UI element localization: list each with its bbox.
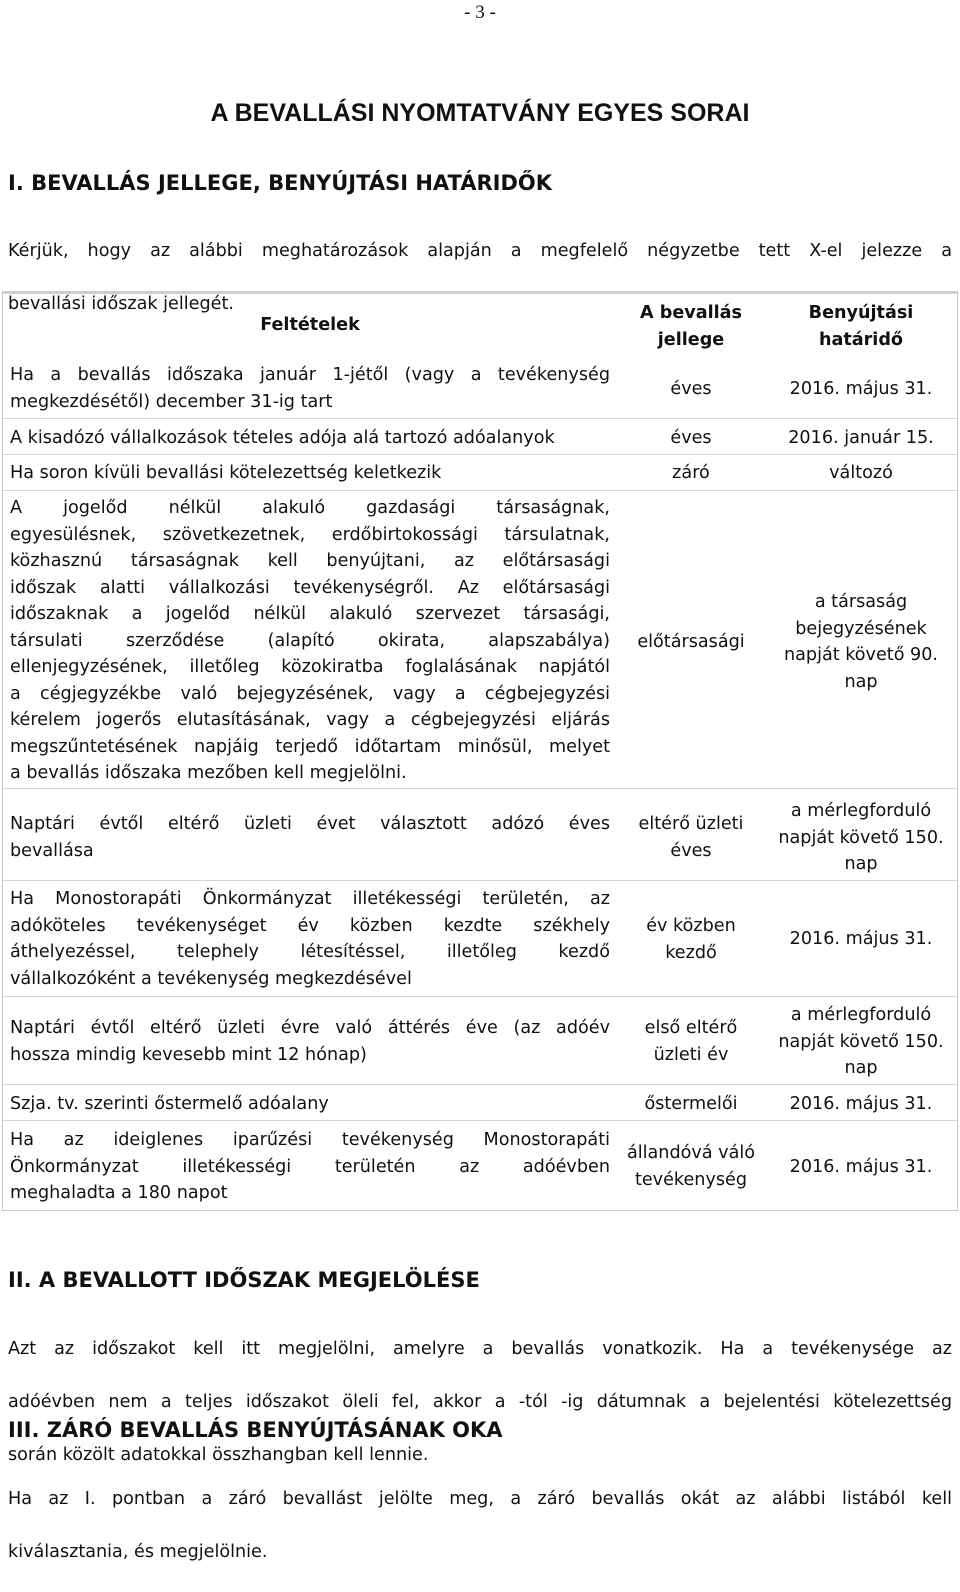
page-title: A BEVALLÁSI NYOMTATVÁNY EGYES SORAI <box>210 99 750 127</box>
row-3-line-8: a cégjegyzékbe való bejegyzésének, vagy a cégbejegyzési <box>10 683 610 704</box>
row-5-type <box>623 913 759 966</box>
row-8-condition <box>10 1127 610 1207</box>
intro-line-1: Kérjük, hogy az alábbi meghatározások alapján a megfelelő négyzetbe tett X-el jelezze a <box>8 240 952 261</box>
row-divider <box>3 996 957 997</box>
row-1-type: éves <box>670 428 712 448</box>
row-1-condition: A kisadózó vállalkozások tételes adója alá tartozó adóalanyok <box>10 428 555 448</box>
section-1-title: I. BEVALLÁS JELLEGE, BENYÚJTÁSI HATÁRIDŐK <box>8 171 553 195</box>
row-5-line-2: adóköteles tevékenységet év közben kezdte székhely <box>10 915 610 936</box>
section-3-text <box>8 1459 952 1592</box>
row-3-line-4: időszak alatti vállalkozási tevékenységről. Az előtársasági <box>10 577 610 598</box>
row-3-condition <box>10 495 610 787</box>
row-5-line-1: Ha Monostorapáti Önkormányzat illetékességi területén, az <box>10 889 610 909</box>
section-2-line-3: során közölt adatokkal összhangban kell lennie. <box>8 1444 429 1465</box>
row-0-deadline: 2016. május 31. <box>789 379 933 399</box>
row-4-deadline-line-3: nap <box>844 854 878 874</box>
row-5-type-line-1: év közben <box>646 916 736 936</box>
row-3-line-11: a bevallás időszaka mezőben kell megjelölni. <box>10 763 407 783</box>
row-3-line-10: megszűntetésének napjáig terjedő időtartam minősül, melyet <box>10 736 610 757</box>
row-3-deadline-line-3: napját követő 90. <box>783 645 939 665</box>
row-5-line-3: áthelyezéssel, telephely létesítéssel, illetőleg kezdő <box>10 942 610 962</box>
row-3-line-2: egyesülésnek, szövetkezetnek, erdőbirtokossági társulatnak, <box>10 524 610 545</box>
row-3-line-9: kérelem jogerős elutasításának, vagy a cégbejegyzési eljárás <box>10 710 610 730</box>
deadline-table <box>2 291 958 1211</box>
row-3-deadline-line-4: nap <box>844 671 878 692</box>
row-6-type-line-1: első eltérő <box>644 1018 738 1038</box>
row-3-line-7: ellenjegyzésének, illetőleg közokiratba foglalásának napjától <box>10 657 610 677</box>
row-8-type <box>623 1140 759 1193</box>
row-6-deadline-line-3: nap <box>844 1058 878 1078</box>
row-divider <box>3 418 957 419</box>
row-3-line-1: A jogelőd nélkül alakuló gazdasági társaságnak, <box>10 498 610 518</box>
row-4-deadline <box>768 798 954 878</box>
section-3-line-2: kiválasztania, és megjelölnie. <box>8 1541 268 1562</box>
row-6-line-1: Naptári évtől eltérő üzleti évre való áttérés éve (az adóév <box>10 1018 610 1038</box>
row-4-line-1: Naptári évtől eltérő üzleti évet választott adózó éves <box>10 814 610 834</box>
row-0-condition-line-2: megkezdésétől) december 31-ig tart <box>10 391 333 412</box>
row-6-deadline-line-1: a mérlegforduló <box>790 1005 932 1025</box>
row-5-condition <box>10 886 610 992</box>
row-5-deadline: 2016. május 31. <box>789 929 933 949</box>
row-2-deadline: változó <box>829 463 893 483</box>
section-2-line-2: adóévben nem a teljes időszakot öleli fel, akkor a -tól -ig dátumnak a bejelentési kötelezettség <box>8 1391 952 1412</box>
row-3-line-5: időszaknak a jogelőd nélkül alakuló szervezet társasági, <box>10 604 610 624</box>
row-4-deadline-line-1: a mérlegforduló <box>790 801 932 821</box>
row-divider <box>3 1120 957 1121</box>
row-7-type: őstermelői <box>644 1094 738 1114</box>
row-3-type: előtársasági <box>637 632 745 652</box>
row-2-type: záró <box>672 463 710 483</box>
row-6-condition <box>10 1015 610 1068</box>
row-6-deadline <box>768 1002 954 1082</box>
row-8-type-line-2: tevékenység <box>634 1169 748 1190</box>
section-2-line-1: Azt az időszakot kell itt megjelölni, amelyre a bevallás vonatkozik. Ha a tevékenysége az <box>8 1338 952 1359</box>
row-divider <box>3 788 957 789</box>
row-4-type-line-2: éves <box>670 840 712 861</box>
row-3-line-3: közhasznú társaságnak kell benyújtani, az előtársasági <box>10 551 610 571</box>
row-divider <box>3 1084 957 1085</box>
row-8-line-3: meghaladta a 180 napot <box>10 1183 228 1203</box>
row-4-line-2: bevallása <box>10 840 94 861</box>
row-4-deadline-line-2: napját követő 150. <box>778 827 944 848</box>
row-3-deadline-line-2: bejegyzésének <box>795 618 927 639</box>
row-0-type: éves <box>670 379 712 399</box>
row-8-line-1: Ha az ideiglenes iparűzési tevékenység Monostorapáti <box>10 1130 610 1150</box>
row-8-deadline: 2016. május 31. <box>789 1157 933 1177</box>
row-divider <box>3 490 957 491</box>
header-type <box>623 300 759 353</box>
header-deadline-line-2: határidő <box>818 329 904 350</box>
row-6-type <box>623 1015 759 1068</box>
row-5-type-line-2: kezdő <box>665 942 717 963</box>
header-deadline-line-1: Benyújtási <box>808 303 914 323</box>
row-5-line-4: vállalkozóként a tevékenység megkezdésével <box>10 968 412 989</box>
intro-line-2: bevallási időszak jellegét. <box>8 293 234 314</box>
row-8-type-line-1: állandóvá váló <box>626 1143 756 1163</box>
row-3-line-6: társulati szerződése (alapító okirata, alapszabálya) <box>10 630 610 651</box>
row-0-condition-line-1: Ha a bevallás időszaka január 1-jétől (vagy a tevékenység <box>10 365 610 385</box>
row-6-line-2: hossza mindig kevesebb mint 12 hónap) <box>10 1044 367 1065</box>
header-type-line-1: A bevallás <box>639 303 742 323</box>
header-conditions: Feltételek <box>260 315 360 335</box>
row-4-type-line-1: eltérő üzleti <box>638 814 744 834</box>
page-number: - 3 - <box>464 2 496 23</box>
row-3-deadline <box>768 589 954 695</box>
row-2-condition: Ha soron kívüli bevallási kötelezettség keletkezik <box>10 463 442 483</box>
header-deadline <box>768 300 954 353</box>
header-type-line-2: jellege <box>657 329 725 350</box>
row-divider <box>3 454 957 455</box>
section-3-title: III. ZÁRÓ BEVALLÁS BENYÚJTÁSÁNAK OKA <box>8 1418 503 1442</box>
row-0-condition <box>10 362 610 415</box>
row-7-condition: Szja. tv. szerinti őstermelő adóalany <box>10 1094 329 1114</box>
row-7-deadline: 2016. május 31. <box>789 1094 933 1114</box>
row-8-line-2: Önkormányzat illetékességi területén az adóévben <box>10 1156 610 1177</box>
section-3-line-1: Ha az I. pontban a záró bevallást jelölte meg, a záró bevallás okát az alábbi listából kell <box>8 1488 952 1509</box>
row-divider <box>3 880 957 881</box>
row-6-type-line-2: üzleti év <box>653 1044 729 1065</box>
row-4-type <box>623 811 759 864</box>
row-4-condition <box>10 811 610 864</box>
row-1-deadline: 2016. január 15. <box>788 428 934 448</box>
section-2-title: II. A BEVALLOTT IDŐSZAK MEGJELÖLÉSE <box>8 1268 480 1292</box>
row-6-deadline-line-2: napját követő 150. <box>778 1031 944 1052</box>
row-3-deadline-line-1: a társaság <box>814 592 908 612</box>
